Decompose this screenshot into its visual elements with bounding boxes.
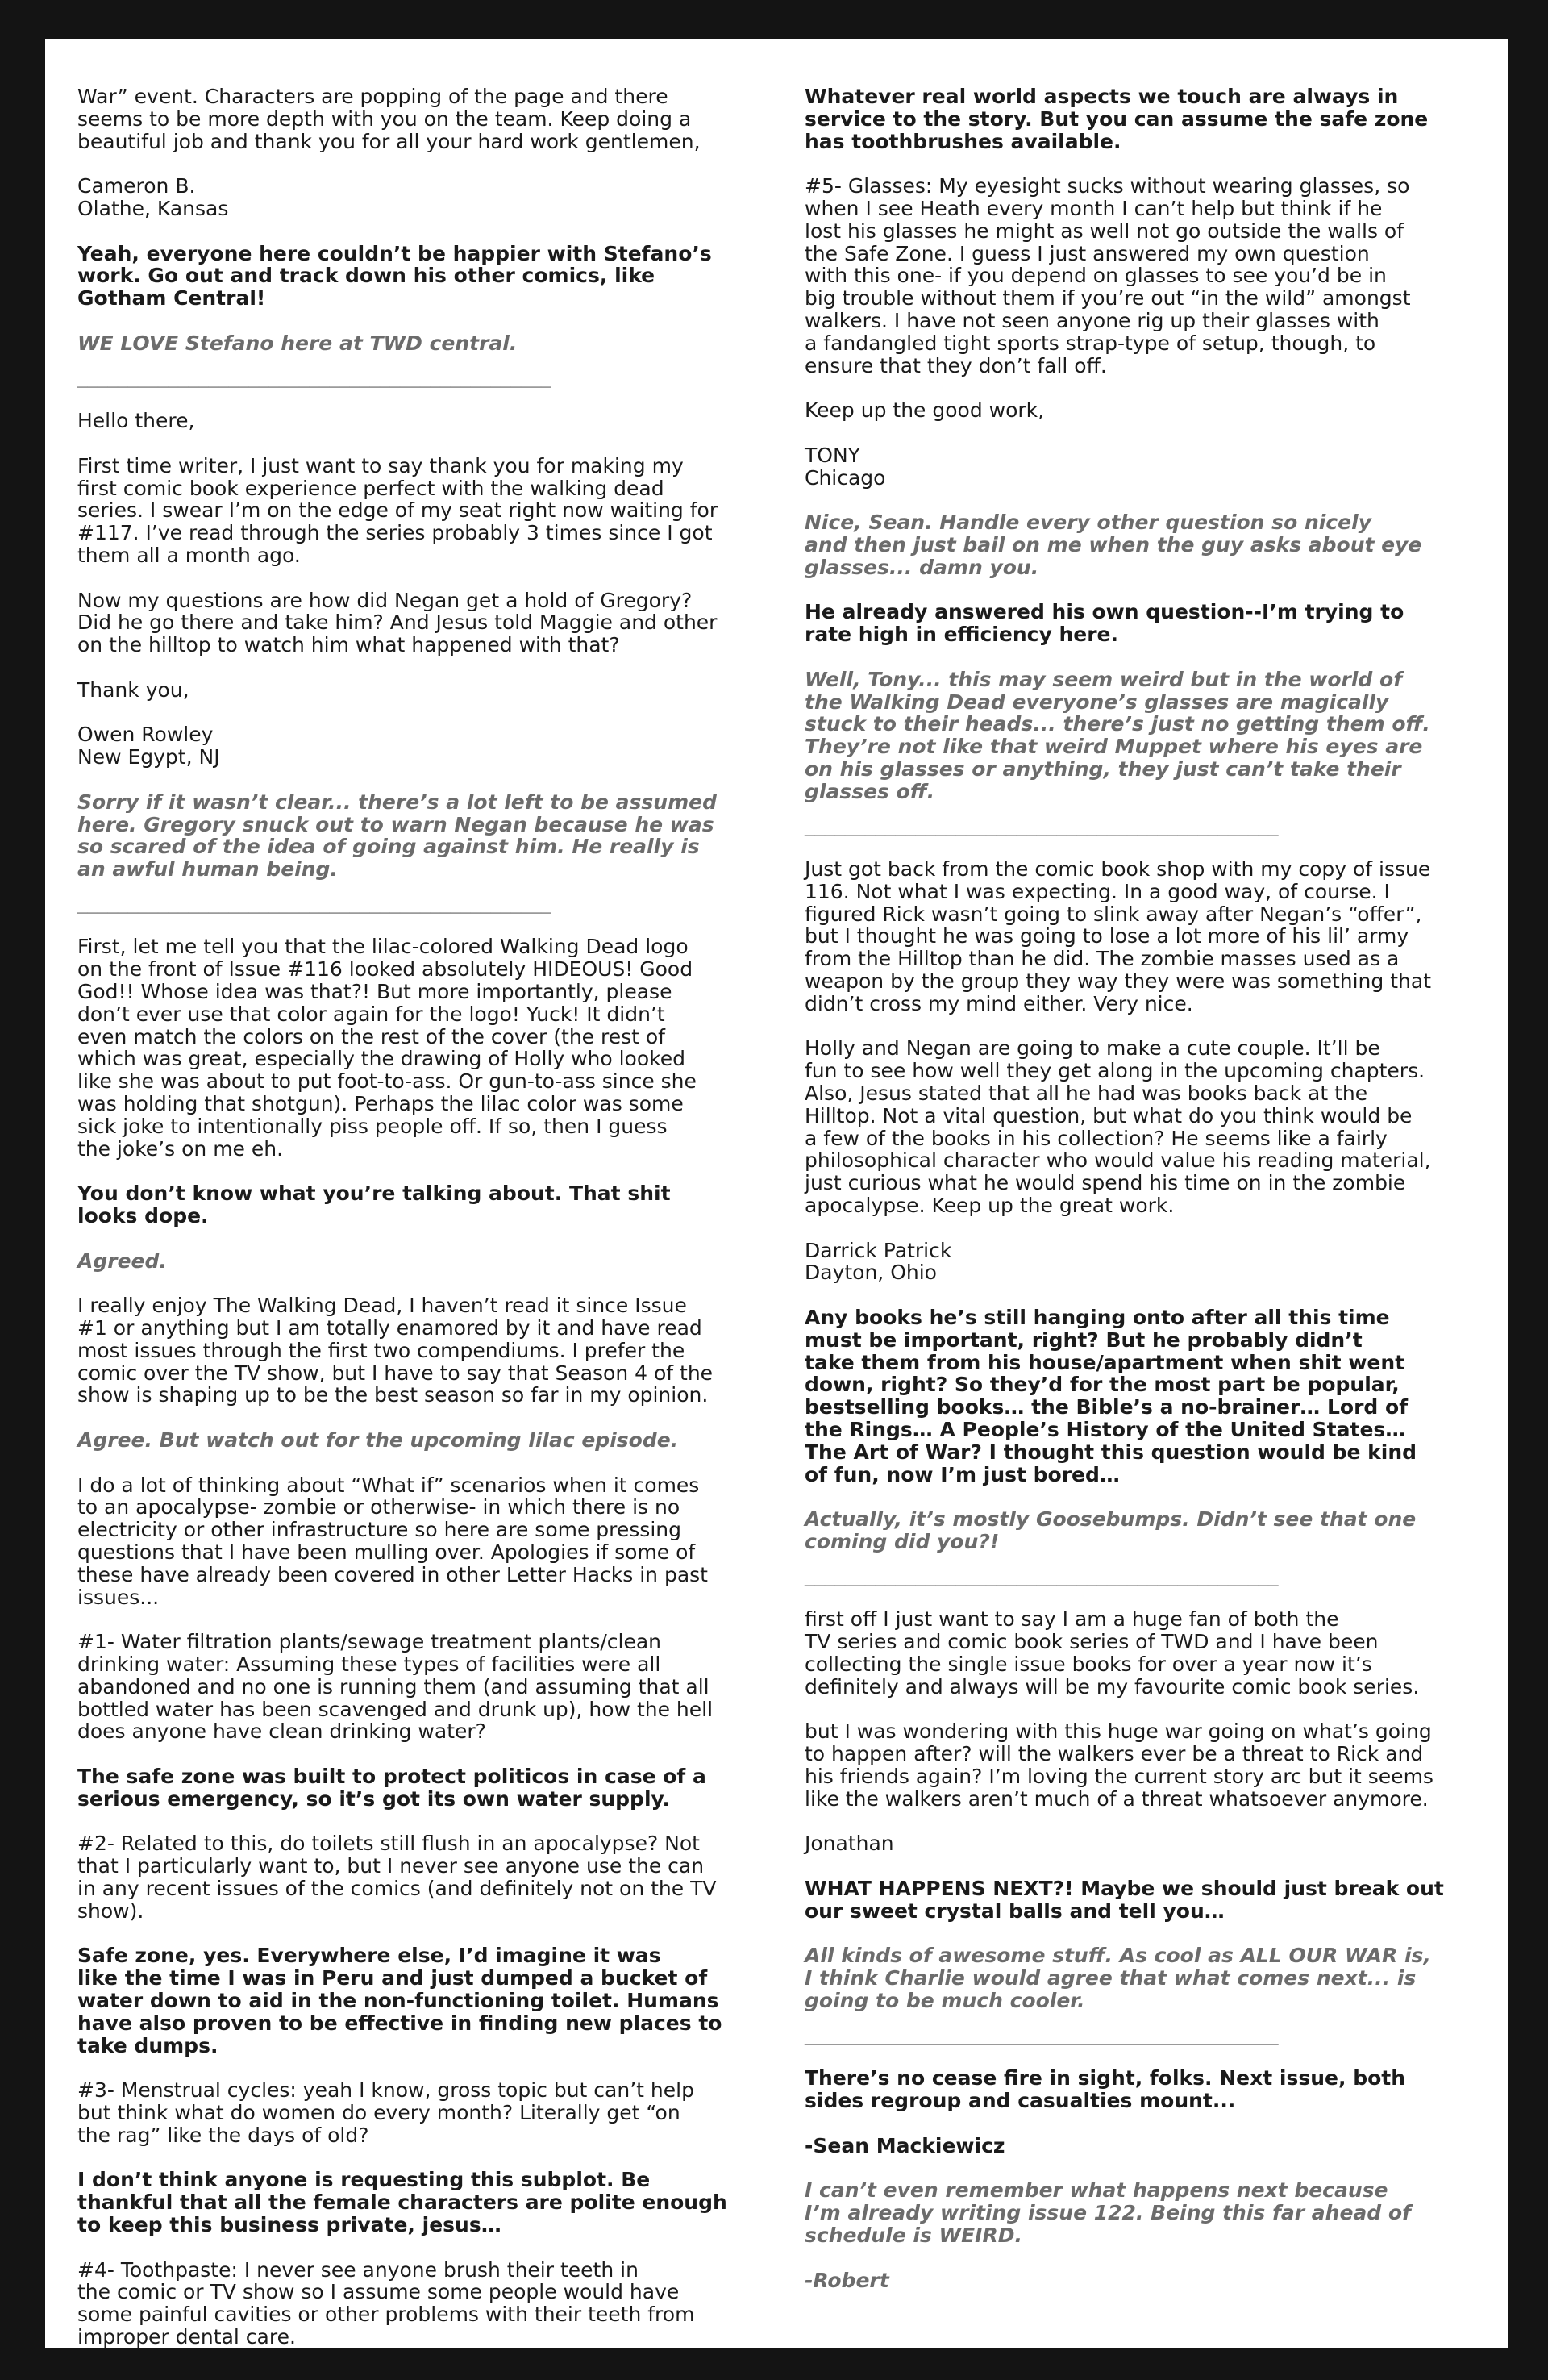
editor-response-italic: Sorry if it wasn’t clear... there’s a lot left to be assumed here. Gregory snuck out to warn Negan because he was so scared of the idea of going against him. He really is an awful human being. [77,790,717,882]
editor-response: WHAT HAPPENS NEXT?! Maybe we should just break out our sweet crystal balls and tell you… [805,1876,1444,1923]
letter-paragraph: Owen Rowley New Egypt, NJ [77,723,220,769]
editor-response-italic: Well, Tony... this may seem weird but in the world of the Walking Dead everyone’s glasses are magically stuck to their heads... there’s just no getting them off. They’re not like that weird Muppet where his eyes are on his glasses or anything, they just can’t take their glasses off. [805,667,1430,803]
section-divider: _______________________________________________ [805,812,1279,836]
letter-paragraph: #1- Water filtration plants/sewage treatment plants/clean drinking water: Assuming these types of facilities were all abandoned and no one is running them (and assuming that all bottled water has been scavenged and drunk up), how the hell does anyone have clean drinking water? [77,1630,714,1744]
left-column [77,85,755,2370]
letters-page [45,39,1508,2348]
editor-response: I don’t think anyone is requesting this subplot. Be thankful that all the female characters are polite enough to keep this business private, jesus… [77,2168,727,2236]
letter-paragraph: #3- Menstrual cycles: yeah I know, gross topic but can’t help but think what do women do every month? Literally get “on the rag” like the days of old? [77,2078,694,2147]
editor-response-italic: WE LOVE Stefano here at TWD central. [77,331,518,355]
editor-response-italic: Agree. But watch out for the upcoming lilac episode. [77,1428,679,1453]
section-divider: _______________________________________________ [77,890,551,914]
letter-paragraph: Holly and Negan are going to make a cute couple. It’ll be fun to see how well they get along in the upcoming chapters. Also, Jesus stated that all he had was books back at the Hilltop. Not a vital question, but what do you think would be a few of the books in his collection? He seems like a fairly philosophical character who would value his reading material, just curious what he would spend his time on in the zombie apocalypse. Keep up the great work. [805,1036,1431,1218]
section-divider: _______________________________________________ [77,364,551,388]
editor-response: Yeah, everyone here couldn’t be happier with Stefano’s work. Go out and track down his other comics, like Gotham Central! [77,241,712,311]
editor-response: Any books he’s still hanging onto after all this time must be important, right? But he probably didn’t take them from his house/apartment when shit went down, right? So they’d for the most part be popular, bestselling books… the Bible’s a no-brainer… Lord of the Rings… A People’s History of the United States… The Art of War? I thought this question would be kind of fun, now I’m just bored… [805,1306,1417,1486]
section-divider: _______________________________________________ [805,1562,1279,1586]
editor-response-italic: All kinds of awesome stuff. As cool as ALL OUR WAR is, I think Charlie would agree that what comes next... is going to be much cooler. [805,1944,1431,2012]
letter-paragraph: I do a lot of thinking about “What if” scenarios when it comes to an apocalypse- zombie or otherwise- in which there is no electricity or other infrastructure so here are some pressing questions that I have been mulling over. Apologies if some of these have already been covered in other Letter Hacks in past issues... [77,1473,708,1609]
editor-response-italic: Nice, Sean. Handle every other question so nicely and then just bail on me when the guy asks about eye glasses... damn you. [805,511,1422,579]
editor-response: Whatever real world aspects we touch are always in service to the story. But you can assume the safe zone has toothbrushes available. [805,85,1429,153]
section-divider: _______________________________________________ [805,2021,1279,2045]
letter-paragraph: Thank you, [77,677,189,702]
letter-paragraph: Cameron B. Olathe, Kansas [77,174,229,220]
editor-response: You don’t know what you’re talking about. That shit looks dope. [77,1182,671,1228]
editor-response: The safe zone was built to protect politicos in case of a serious emergency, so it’s got its own water supply. [77,1764,706,1811]
editor-response: Safe zone, yes. Everywhere else, I’d imagine it was like the time I was in Peru and just dumped a bucket of water down to aid in the non-functioning toilet. Humans have also proven to be effective in finding new places to take dumps. [77,1944,722,2057]
editor-response: There’s no cease fire in sight, folks. Next issue, both sides regroup and casualties mount... [805,2066,1406,2113]
letter-paragraph: first off I just want to say I am a huge fan of both the TV series and comic book series of TWD and I have been collecting the single issue books for over a year now it’s definitely and always will be my favourite comic book series. [805,1607,1420,1699]
letter-paragraph: Jonathan [805,1832,894,1856]
letter-paragraph: Hello there, [77,409,195,433]
editor-response: He already answered his own question--I’m trying to rate high in efficiency here. [805,600,1404,647]
editor-response-italic: Agreed. [77,1248,167,1273]
letter-paragraph: TONY Chicago [805,443,886,490]
letter-paragraph: Darrick Patrick Dayton, Ohio [805,1238,952,1285]
editor-response: -Sean Mackiewicz [805,2133,1005,2157]
editor-response-italic: I can’t even remember what happens next because I’m already writing issue 122. Being this far ahead of schedule is WEIRD. [805,2178,1411,2247]
letter-paragraph: #2- Related to this, do toilets still flush in an apocalypse? Not that I particularly want to, but I never see anyone use the can in any recent issues of the comics (and definitely not on the TV show). [77,1832,717,1923]
editor-response-italic: Actually, it’s mostly Goosebumps. Didn’t see that one coming did you?! [805,1507,1417,1553]
letter-paragraph: War” event. Characters are popping of the page and there seems to be more depth with you on the team. Keep doing a beautiful job and thank you for all your hard work gentlemen, [77,85,701,153]
letter-paragraph: I really enjoy The Walking Dead, I haven’t read it since Issue #1 or anything but I am totally enamored by it and have read most issues through the first two compendiums. I prefer the comic over the TV show, but I have to say that Season 4 of the show is shaping up to be the best season so far in my opinion. [77,1294,714,1407]
letter-paragraph: but I was wondering with this huge war going on what’s going to happen after? will the walkers ever be a threat to Rick and his friends again? I’m loving the current story arc but it seems like the walkers aren’t much of a threat whatsoever anymore. [805,1719,1434,1811]
letter-paragraph: #5- Glasses: My eyesight sucks without wearing glasses, so when I see Heath every month I can’t help but think if he lost his glasses he might as well not go outside the walls of the Safe Zone. I guess I just answered my own question with this one- if you depend on glasses to see you’d be in big trouble without them if you’re out “in the wild” amongst walkers. I have not seen anyone rig up their glasses with a fandangled tight sports strap-type of setup, though, to ensure that they don’t fall off. [805,174,1411,377]
editor-response-italic: -Robert [805,2268,889,2292]
letter-paragraph: First, let me tell you that the lilac-colored Walking Dead logo on the front of Issue #116 looked absolutely HIDEOUS! Good God!! Whose idea was that?! But more importantly, please don’t ever use that color again for the logo! Yuck! It didn’t even match the colors on the rest of the cover (the rest of which was great, especially the drawing of Holly who looked like she was about to put foot-to-ass. Or gun-to-ass since she was holding that shotgun). Perhaps the lilac color was some sick joke to intentionally piss people off. If so, then I guess the joke’s on me eh. [77,935,697,1161]
right-column [805,85,1478,2314]
letter-paragraph: #4- Toothpaste: I never see anyone brush their teeth in the comic or TV show so I assume some people would have some painful cavities or other problems with their teeth from improper dental care. [77,2257,695,2349]
letter-paragraph: Keep up the good work, [805,398,1045,423]
letter-paragraph: Just got back from the comic book shop with my copy of issue 116. Not what I was expecting. In a good way, of course. I figured Rick wasn’t going to slink away after Negan’s “offer”, but I thought he was going to lose a lot more of his lil’ army from the Hilltop than he did. The zombie masses used as a weapon by the group they way they were was something that didn’t cross my mind either. Very nice. [805,857,1431,1015]
letter-paragraph: First time writer, I just want to say thank you for making my first comic book experience perfect with the walking dead series. I swear I’m on the edge of my seat right now waiting for #117. I’ve read through the series probably 3 times since I got them all a month ago. [77,453,718,567]
letter-paragraph: Now my questions are how did Negan get a hold of Gregory? Did he go there and take him? And Jesus told Maggie and other on the hilltop to watch him what happened with that? [77,588,718,657]
